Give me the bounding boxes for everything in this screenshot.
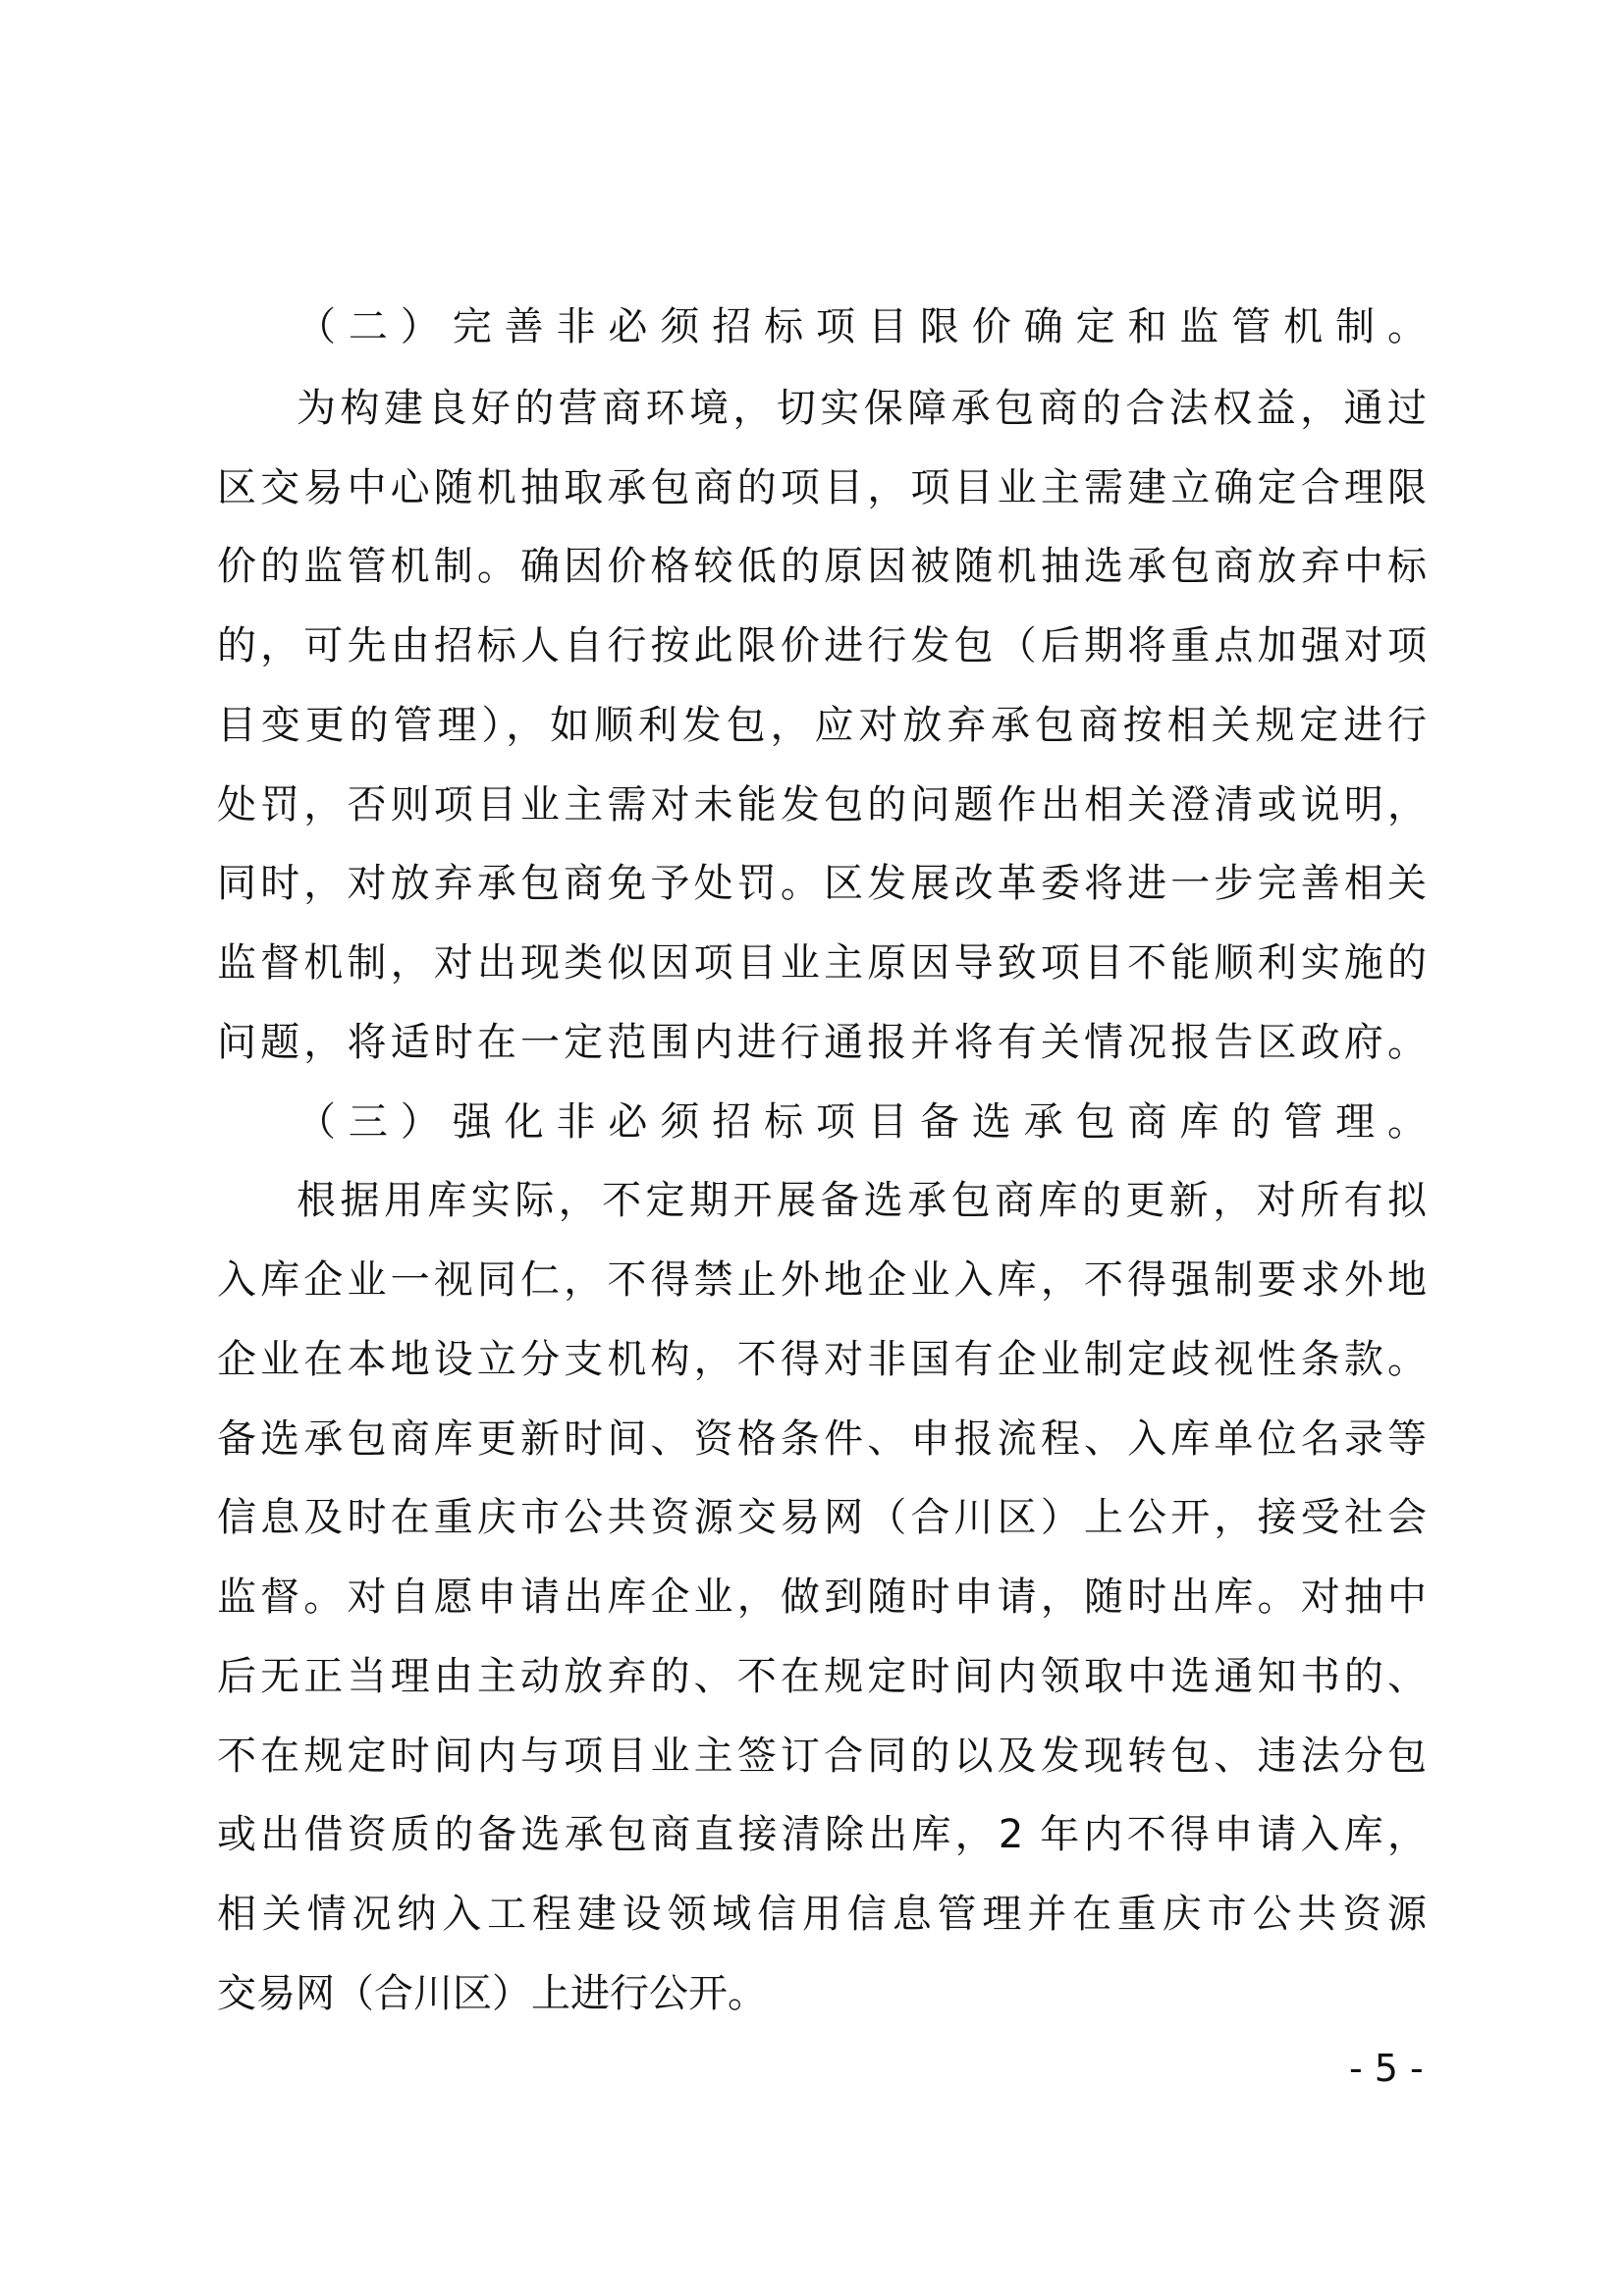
paragraph-line: 价的监管机制。确因价格较低的原因被随机抽选承包商放弃中标: [217, 544, 1427, 589]
section-heading-2: （二）完善非必须招标项目限价确定和监管机制。: [297, 304, 1427, 349]
paragraph-line: 监督。对自愿申请出库企业，做到随时申请，随时出库。对抽中: [217, 1575, 1427, 1620]
paragraph-line: 问题，将适时在一定范围内进行通报并将有关情况报告区政府。: [217, 1020, 1427, 1065]
paragraph-line: 处罚，否则项目业主需对未能发包的问题作出相关澄清或说明，: [217, 782, 1427, 828]
paragraph-line: 不在规定时间内与项目业主签订合同的以及发现转包、违法分包: [217, 1734, 1427, 1779]
paragraph-line: 信息及时在重庆市公共资源交易网（合川区）上公开，接受社会: [217, 1495, 1427, 1540]
paragraph-line: 为构建良好的营商环境，切实保障承包商的合法权益，通过: [297, 386, 1427, 431]
paragraph-line: 后无正当理由主动放弃的、不在规定时间内领取中选通知书的、: [217, 1654, 1427, 1699]
paragraph-line: 备选承包商库更新时间、资格条件、申报流程、入库单位名录等: [217, 1416, 1427, 1462]
section-heading-3: （三）强化非必须招标项目备选承包商库的管理。: [297, 1099, 1427, 1145]
page-number: - 5 -: [1349, 2047, 1424, 2090]
paragraph-line: 交易网（合川区）上进行公开。: [217, 1971, 767, 2016]
paragraph-line: 企业在本地设立分支机构，不得对非国有企业制定歧视性条款。: [217, 1337, 1427, 1382]
paragraph-line: 或出借资质的备选承包商直接清除出库，2 年内不得申请入库，: [217, 1812, 1427, 1857]
paragraph-line: 根据用库实际，不定期开展备选承包商库的更新，对所有拟: [297, 1178, 1427, 1223]
paragraph-line: 目变更的管理），如顺利发包，应对放弃承包商按相关规定进行: [217, 703, 1427, 748]
paragraph-line: 监督机制，对出现类似因项目业主原因导致项目不能顺利实施的: [217, 940, 1427, 986]
paragraph-line: 同时，对放弃承包商免予处罚。区发展改革委将进一步完善相关: [217, 861, 1427, 906]
paragraph-line: 区交易中心随机抽取承包商的项目，项目业主需建立确定合理限: [217, 465, 1427, 510]
paragraph-line: 入库企业一视同仁，不得禁止外地企业入库，不得强制要求外地: [217, 1257, 1427, 1303]
paragraph-line: 相关情况纳入工程建设领域信用信息管理并在重庆市公共资源: [217, 1892, 1427, 1937]
paragraph-line: 的，可先由招标人自行按此限价进行发包（后期将重点加强对项: [217, 623, 1427, 668]
